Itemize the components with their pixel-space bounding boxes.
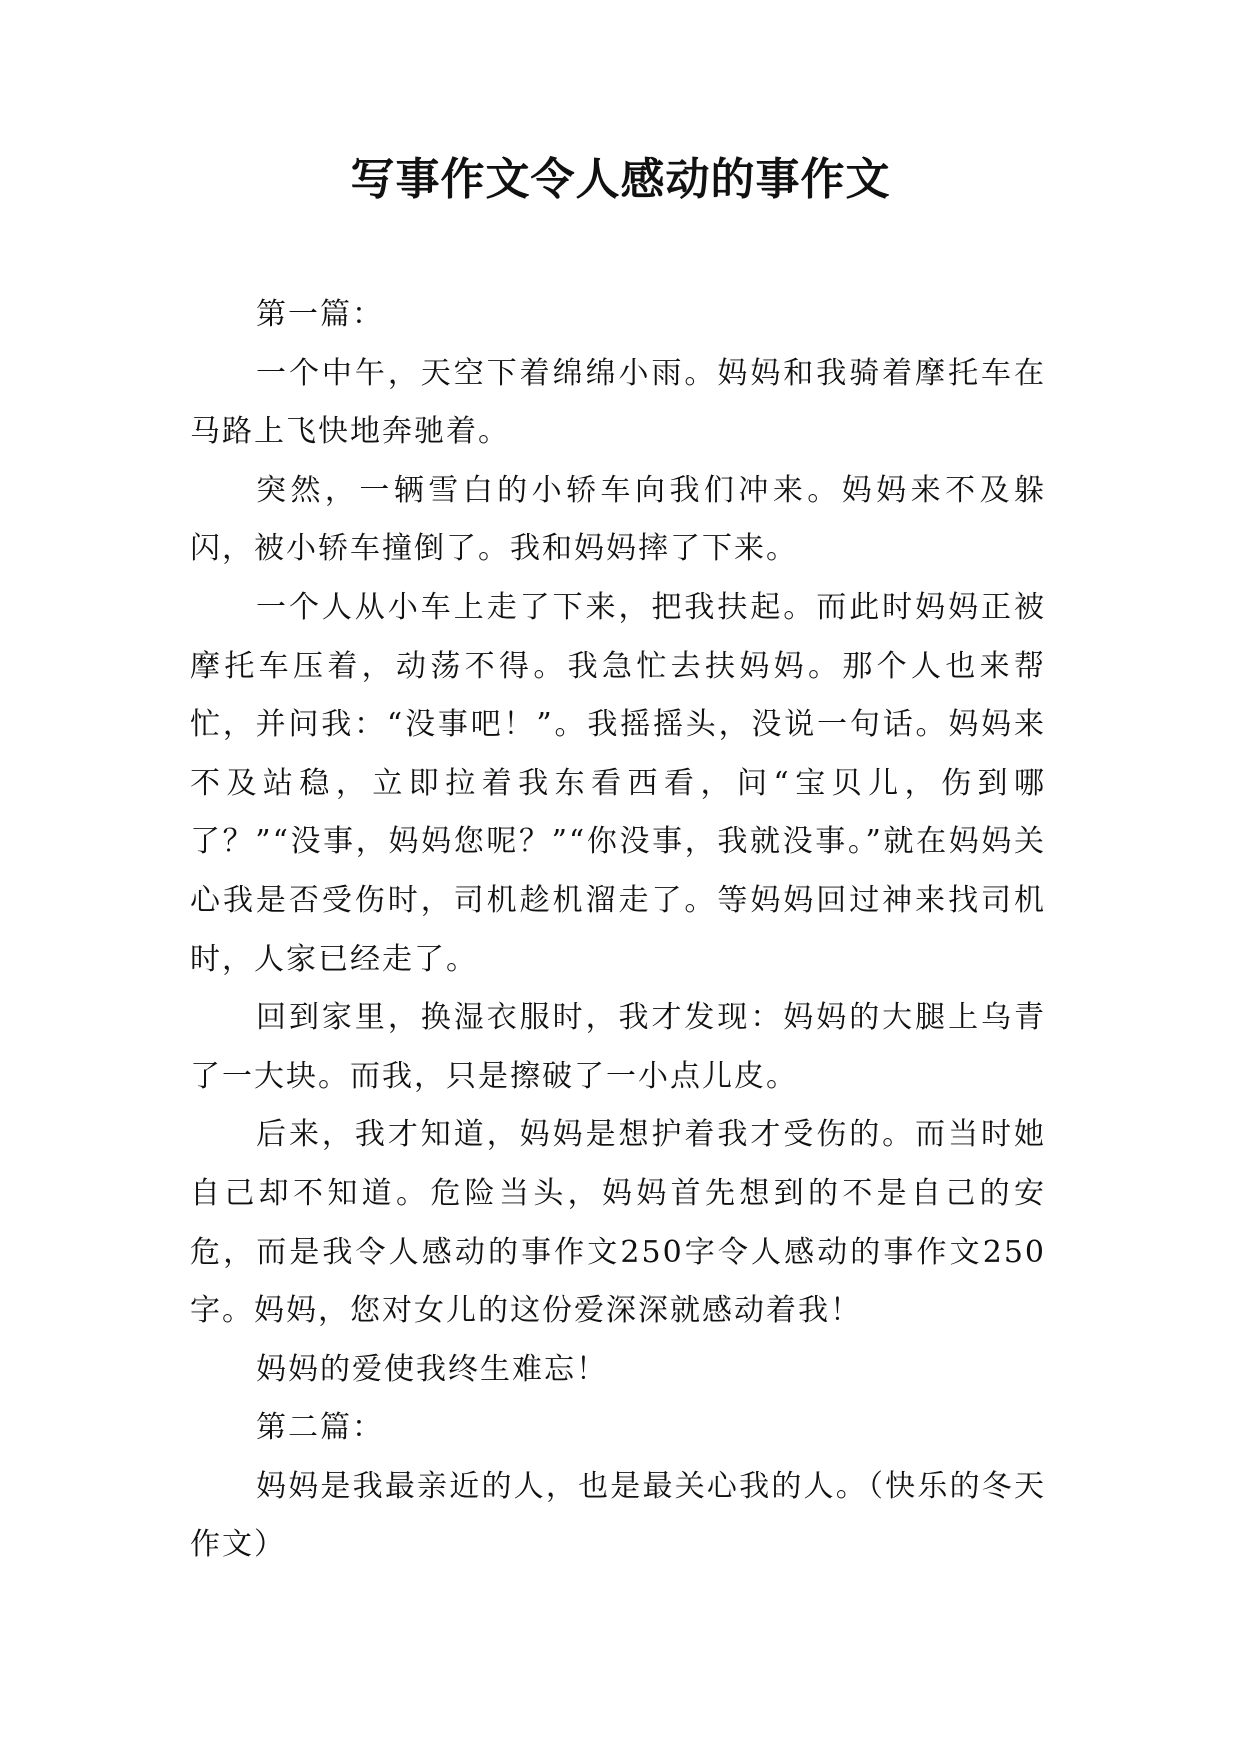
document-title: 写事作文令人感动的事作文: [350, 154, 891, 205]
section-heading-1: 第一篇：: [256, 297, 384, 332]
paragraph: 突然，一辆雪白的小轿车向我们冲来。妈妈来不及躲闪，被小轿车撞倒了。我和妈妈摔了下来。: [190, 472, 1046, 567]
paragraph: 后来，我才知道，妈妈是想护着我才受伤的。而当时她自己却不知道。危险当头，妈妈首先想到的不是自己的安危，而是我令人感动的事作文250字令人感动的事作文250字。妈妈，您对女儿的这份爱深深就感动着我！: [190, 1117, 1046, 1329]
document-body: [190, 286, 1046, 1575]
paragraph: 一个中午，天空下着绵绵小雨。妈妈和我骑着摩托车在马路上飞快地奔驰着。: [190, 355, 1046, 450]
paragraph: 妈妈的爱使我终生难忘！: [256, 1351, 608, 1387]
paragraph: 妈妈是我最亲近的人，也是最关心我的人。（快乐的冬天作文）: [190, 1468, 1046, 1563]
paragraph: 回到家里，换湿衣服时，我才发现：妈妈的大腿上乌青了一大块。而我，只是擦破了一小点儿皮。: [190, 1000, 1046, 1094]
section-heading-2: 第二篇：: [256, 1410, 384, 1446]
paragraph: 一个人从小车上走了下来，把我扶起。而此时妈妈正被摩托车压着，动荡不得。我急忙去扶妈妈。那个人也来帮忙，并问我：“没事吧！”。我摇摇头，没说一句话。妈妈来不及站稳，立即拉着我东看西看，问“宝贝儿，伤到哪了？”“没事，妈妈您呢？”“你没事，我就没事。”就在妈妈关心我是否受伤时，司机趁机溜走了。等妈妈回过神来找司机时，人家已经走了。: [190, 589, 1046, 977]
